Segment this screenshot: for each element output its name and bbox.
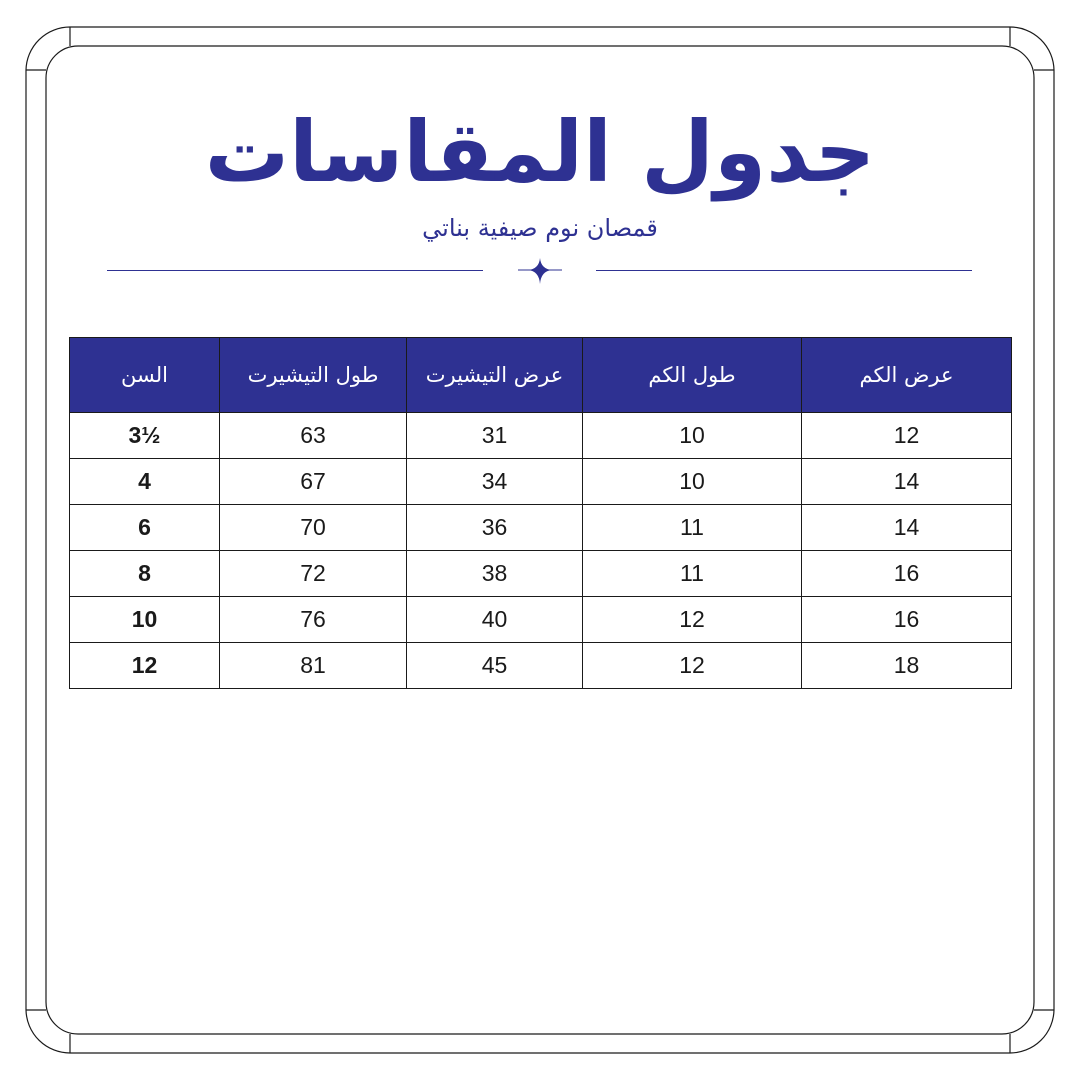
cell-sleeve-length: 12 — [583, 643, 802, 689]
cell-shirt-length: 76 — [220, 597, 407, 643]
cell-sleeve-length: 10 — [583, 413, 802, 459]
divider-line-left — [107, 270, 483, 271]
cell-shirt-length: 67 — [220, 459, 407, 505]
cell-shirt-width: 45 — [407, 643, 583, 689]
cell-sleeve-length: 12 — [583, 597, 802, 643]
size-table — [69, 337, 1012, 689]
header-sleeve-length: طول الكم — [583, 338, 802, 413]
cell-shirt-width: 40 — [407, 597, 583, 643]
table-row — [70, 459, 1012, 505]
cell-age: 3½ — [70, 413, 220, 459]
cell-sleeve-length: 10 — [583, 459, 802, 505]
header-shirt-width: عرض التيشيرت — [407, 338, 583, 413]
cell-sleeve-width: 18 — [802, 643, 1012, 689]
cell-sleeve-length: 11 — [583, 505, 802, 551]
table-row — [70, 505, 1012, 551]
table-row — [70, 597, 1012, 643]
cell-sleeve-width: 16 — [802, 597, 1012, 643]
table-row — [70, 413, 1012, 459]
cell-sleeve-width: 14 — [802, 505, 1012, 551]
cell-sleeve-width: 16 — [802, 551, 1012, 597]
four-point-star-icon — [518, 256, 562, 286]
cell-age: 8 — [70, 551, 220, 597]
cell-age: 6 — [70, 505, 220, 551]
header-shirt-length: طول التيشيرت — [220, 338, 407, 413]
cell-shirt-width: 31 — [407, 413, 583, 459]
cell-shirt-width: 38 — [407, 551, 583, 597]
header-age: السن — [70, 338, 220, 413]
divider-line-right — [596, 270, 972, 271]
table-row — [70, 551, 1012, 597]
cell-age: 4 — [70, 459, 220, 505]
header-sleeve-width: عرض الكم — [802, 338, 1012, 413]
cell-age: 12 — [70, 643, 220, 689]
cell-shirt-length: 63 — [220, 413, 407, 459]
cell-sleeve-width: 12 — [802, 413, 1012, 459]
cell-age: 10 — [70, 597, 220, 643]
cell-shirt-width: 34 — [407, 459, 583, 505]
table-header-row — [70, 338, 1012, 413]
page-title: جدول المقاسات — [204, 103, 876, 201]
cell-shirt-width: 36 — [407, 505, 583, 551]
cell-sleeve-length: 11 — [583, 551, 802, 597]
page-subtitle: قمصان نوم صيفية بناتي — [422, 214, 658, 242]
cell-shirt-length: 81 — [220, 643, 407, 689]
table-row — [70, 643, 1012, 689]
cell-shirt-length: 70 — [220, 505, 407, 551]
cell-shirt-length: 72 — [220, 551, 407, 597]
cell-sleeve-width: 14 — [802, 459, 1012, 505]
